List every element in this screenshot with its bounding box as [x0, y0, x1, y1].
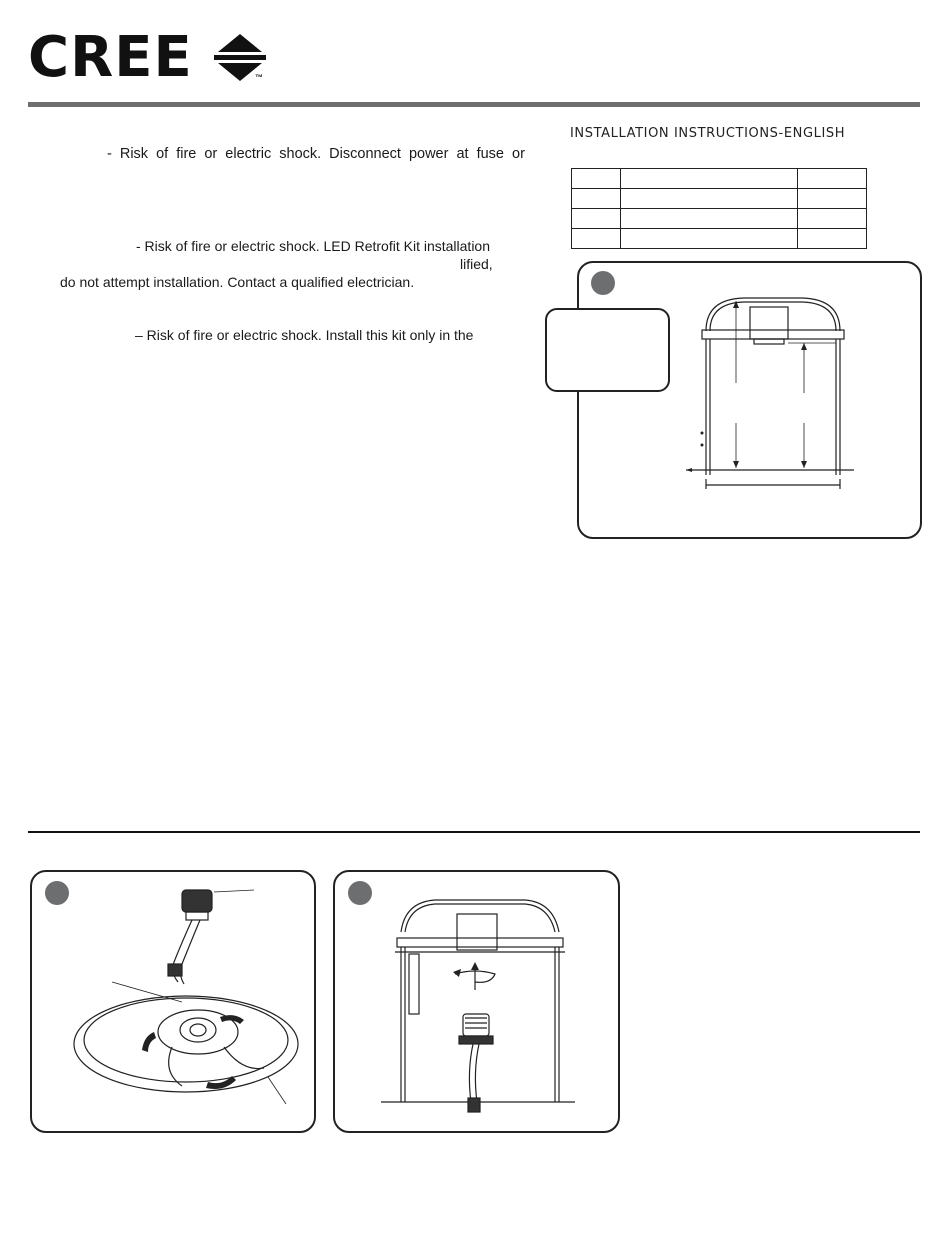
- table-cell: [572, 229, 621, 249]
- spec-table: [571, 168, 867, 249]
- page-heading: INSTALLATION INSTRUCTIONS-ENGLISH: [570, 126, 846, 141]
- table-cell: [798, 189, 867, 209]
- table-cell: [798, 169, 867, 189]
- table-cell: [572, 189, 621, 209]
- table-cell: [621, 189, 798, 209]
- header-rule: [28, 102, 920, 107]
- trademark-symbol: ™: [255, 73, 263, 82]
- table-cell: [798, 229, 867, 249]
- table-cell: [621, 209, 798, 229]
- warning-1-text: - Risk of fire or electric shock. Disconnect power at fuse or: [107, 146, 525, 162]
- housing-dimension-diagram: [684, 293, 864, 493]
- table-cell: [572, 169, 621, 189]
- led-module-diagram: [32, 872, 314, 1131]
- table-cell: [798, 209, 867, 229]
- housing-socket-diagram: [335, 872, 618, 1131]
- step-1-badge: [591, 271, 615, 295]
- callout-note-box: [545, 308, 670, 392]
- table-cell: [621, 229, 798, 249]
- table-row: [572, 209, 867, 229]
- step-1-panel: [577, 261, 922, 539]
- table-cell: [621, 169, 798, 189]
- step-3-panel: [333, 870, 620, 1133]
- table-row: [572, 189, 867, 209]
- warning-2-text-end: do not attempt installation. Contact a qualified electrician.: [60, 274, 415, 290]
- section-divider: [28, 831, 920, 833]
- step-2-panel: [30, 870, 316, 1133]
- warning-2-text-cont: lified,: [460, 256, 493, 272]
- warning-3-text: – Risk of fire or electric shock. Install this kit only in the: [135, 327, 474, 343]
- table-row: [572, 229, 867, 249]
- warning-2-text: - Risk of fire or electric shock. LED Retrofit Kit installation: [136, 238, 491, 254]
- brand-logo-text: CREE: [28, 25, 193, 90]
- table-row: [572, 169, 867, 189]
- table-cell: [572, 209, 621, 229]
